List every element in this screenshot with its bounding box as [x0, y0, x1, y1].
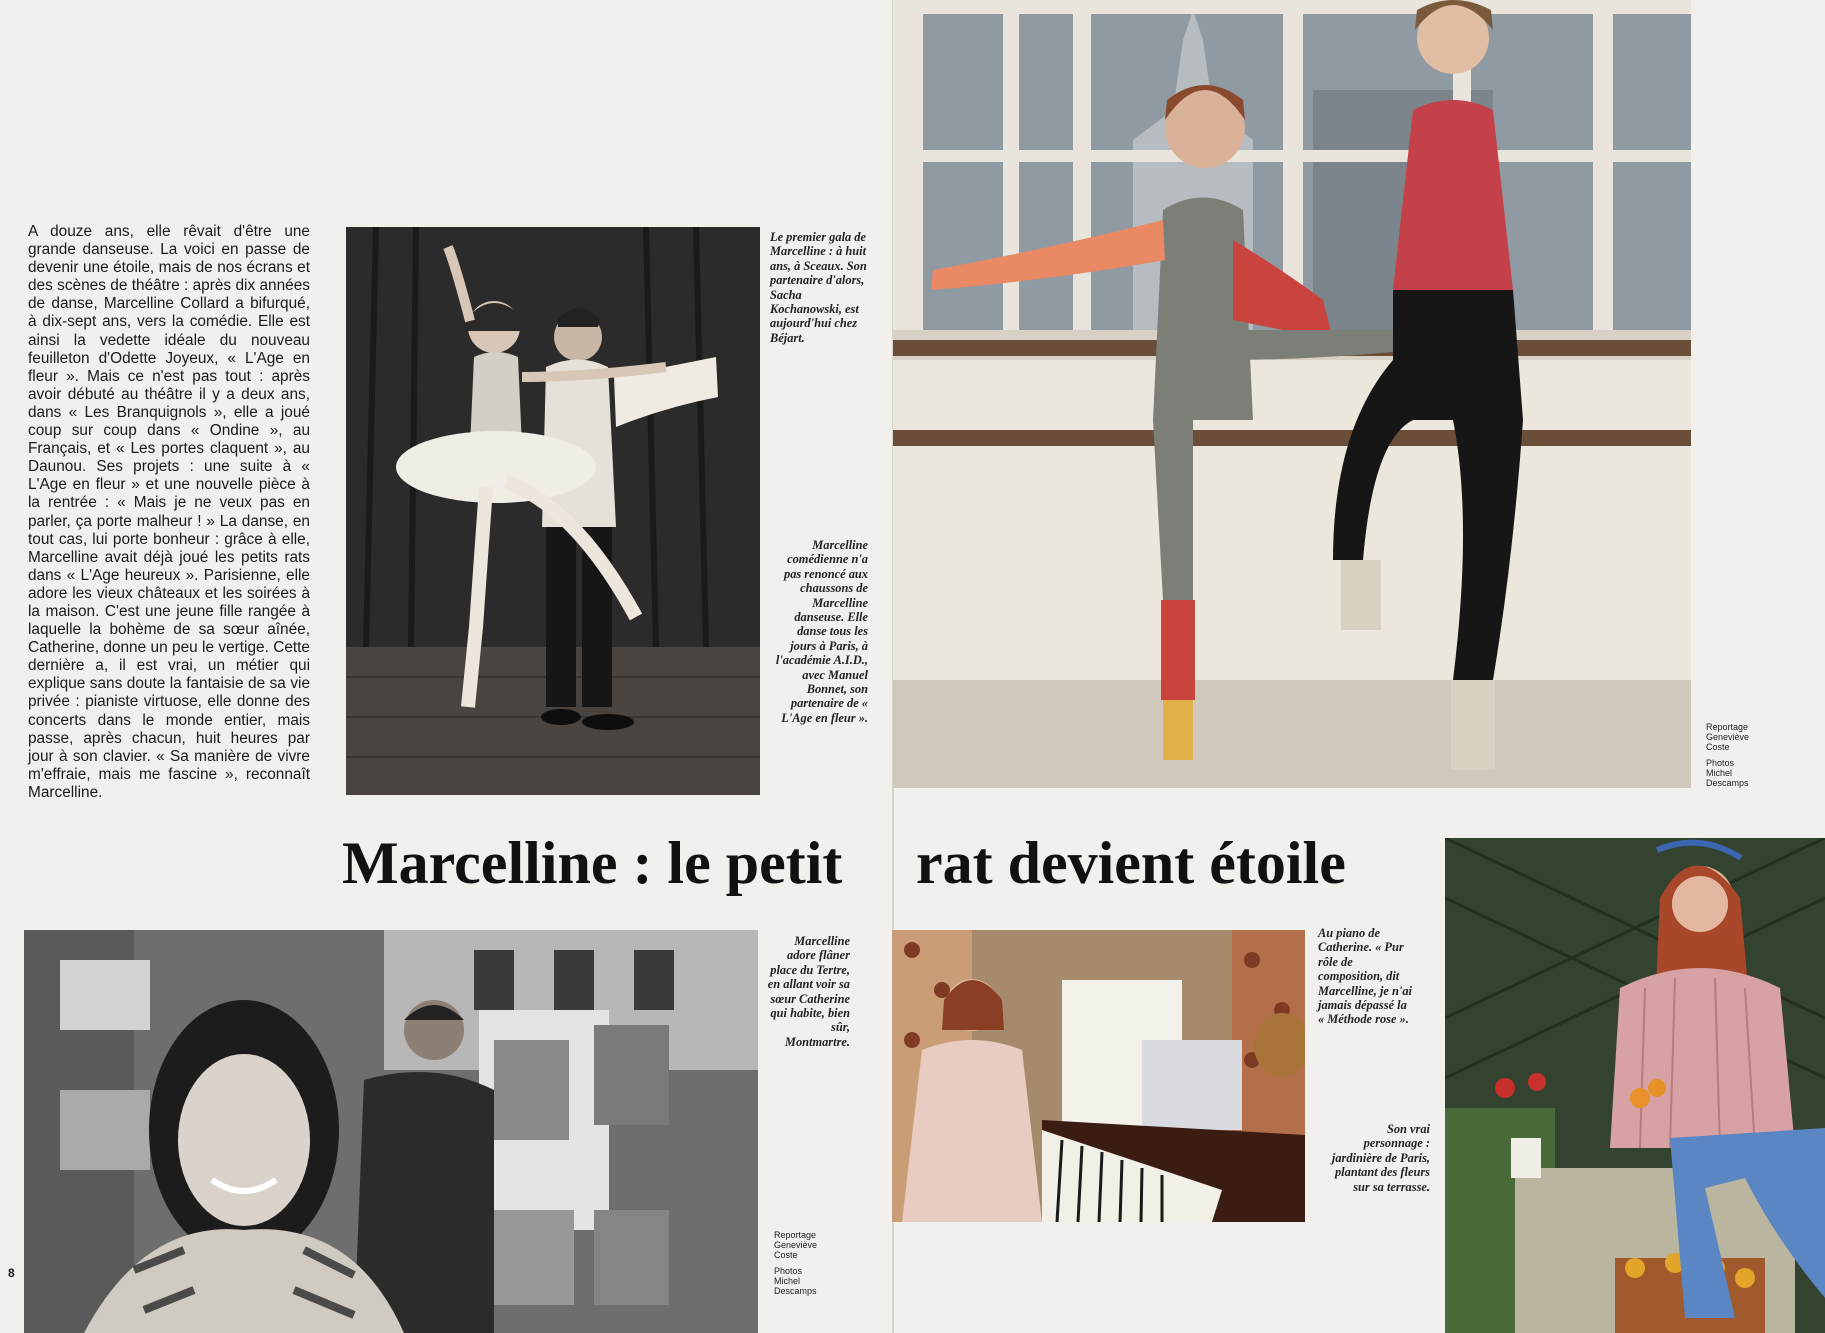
- credit-reportage-name-2-2: Coste: [1706, 742, 1730, 752]
- caption-academie: Marcelline comédienne n'a pas renoncé aux chaussons de Marcelline danseuse. Elle danse tous les jours à Paris, à l'académie A.I.D., avec Manuel Bonnet, son partenaire de « L'Age en fleur ».: [775, 538, 868, 725]
- headline-right: rat devient étoile: [916, 830, 1346, 896]
- photo-place-du-tertre: [24, 930, 758, 1333]
- headline-left: Marcelline : le petit: [342, 830, 843, 896]
- credit-photos-name-2-2: Descamps: [1706, 778, 1749, 788]
- photo-barre-academie: [893, 0, 1691, 788]
- photo-terrasse: [1445, 838, 1825, 1333]
- credit-photos-label: Photos: [774, 1266, 803, 1276]
- credit-photos-name-1-2: Michel: [1706, 768, 1733, 778]
- caption-au-piano: Au piano de Catherine. « Pur rôle de composition, dit Marcelline, je n'ai jamais dépassé la « Méthode rose ».: [1318, 926, 1412, 1027]
- photo-first-gala: [346, 227, 760, 795]
- credit-reportage-label-2: Reportage: [1706, 722, 1749, 732]
- credits-left-page: [774, 1230, 854, 1296]
- credit-photos-name-1: Michel: [774, 1276, 801, 1286]
- caption-place-du-tertre: Marcelline adore flâner place du Tertre, en allant voir sa sœur Catherine qui habite, bien sûr, Montmartre.: [767, 934, 850, 1049]
- article-body: A douze ans, elle rêvait d'être une grande danseuse. La voici en passe de devenir une étoile, mais de nos écrans et des scènes de théâtre : après dix années de danse, Marcelline Collard a bifurqué, à dix-sept ans, vers la comédie. Elle est ainsi la vedette idéale du nouveau feuilleton d'Odette Joyeux, « L'Age en fleur ». Mais ce n'est pas tout : après avoir débuté au théâtre il y a deux ans, dans « Les Branquignols », elle a joué coup sur coup dans « Ondine », au Français, et « Les portes claquent », au Daunou. Ses projets : une suite à « L'Age en fleur » et une nouvelle pièce à la rentrée : « Mais je ne veux pas en parler, ça porte malheur ! » La danse, en tout cas, lui porte bonheur : grâce à elle, Marcelline avait déjà joué les petits rats dans « L'Age heureux ». Parisienne, elle adore les vieux châteaux et les soirées à la maison. C'est une jeune fille rangée à laquelle la bohème de sa sœur aînée, Catherine, donne un peu le vertige. Cette dernière a, il est vrai, un métier qui explique sans doute la fantaisie de sa vie privée : pianiste virtuose, elle donne des concerts dans le monde entier, mais passe, après chacun, huit heures par jour à son clavier. « Sa manière de vivre m'effraie, mais me fascine », reconnaît Marcelline.: [28, 223, 310, 801]
- page-number: 8: [8, 1266, 15, 1280]
- credit-photos-label-2: Photos: [1706, 758, 1735, 768]
- caption-jardiniere: Son vrai personnage : jardinière de Paris, plantant des fleurs sur sa terrasse.: [1331, 1122, 1430, 1194]
- credit-reportage-label: Reportage: [774, 1230, 817, 1240]
- photo-au-piano: [892, 930, 1305, 1222]
- credit-reportage-name-1: Geneviève: [774, 1240, 818, 1250]
- credit-photos-name-2: Descamps: [774, 1286, 817, 1296]
- caption-first-gala: Le premier gala de Marcelline : à huit ans, à Sceaux. Son partenaire d'alors, Sacha Kochanowski, est aujourd'hui chez Béjart.: [770, 230, 867, 345]
- credit-reportage-name-1-2: Geneviève: [1706, 732, 1750, 742]
- credits-right-page: [1706, 722, 1786, 788]
- credit-reportage-name-2: Coste: [774, 1250, 798, 1260]
